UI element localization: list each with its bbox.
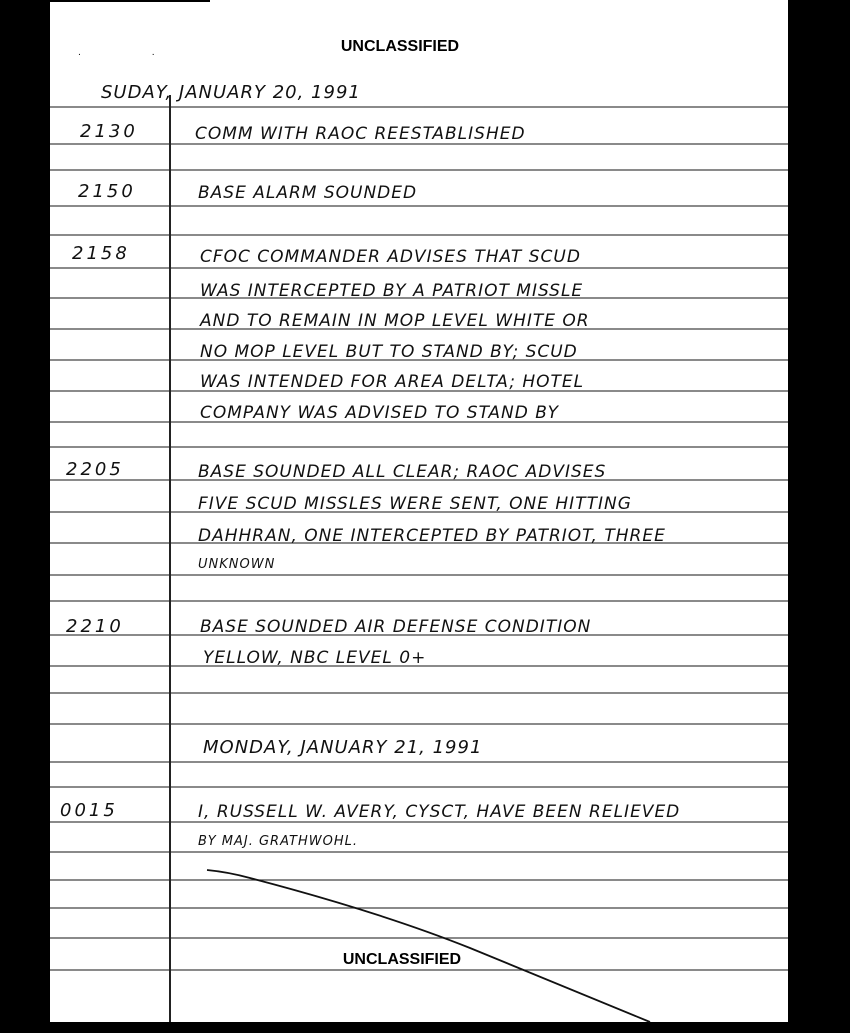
- entry-text: BASE SOUNDED AIR DEFENSE CONDITION: [200, 617, 592, 637]
- date-heading-2: MONDAY, JANUARY 21, 1991: [203, 737, 483, 758]
- entry-text: I, RUSSELL W. AVERY, CYSCT, HAVE BEEN RELIEVED: [198, 802, 681, 822]
- entry-text: YELLOW, NBC LEVEL 0+: [203, 648, 427, 668]
- entry-text: AND TO REMAIN IN MOP LEVEL WHITE OR: [200, 311, 590, 331]
- entry-time: 2150: [78, 181, 136, 202]
- entry-text: UNKNOWN: [198, 557, 276, 572]
- void-line: [207, 870, 650, 1022]
- entry-text: COMPANY WAS ADVISED TO STAND BY: [200, 403, 560, 423]
- entry-text: COMM WITH RAOC REESTABLISHED: [195, 124, 526, 144]
- entry-time: 0015: [60, 800, 118, 821]
- entry-text: BY MAJ. GRATHWOHL.: [198, 834, 358, 849]
- entry-text: BASE ALARM SOUNDED: [198, 183, 418, 203]
- entry-time: 2205: [66, 459, 124, 480]
- entry-text: NO MOP LEVEL BUT TO STAND BY; SCUD: [200, 342, 578, 362]
- entry-time: 2210: [66, 616, 124, 637]
- entry-text: WAS INTERCEPTED BY A PATRIOT MISSLE: [200, 281, 584, 301]
- entry-text: WAS INTENDED FOR AREA DELTA; HOTEL: [200, 372, 585, 392]
- entry-text: DAHHRAN, ONE INTERCEPTED BY PATRIOT, THREE: [198, 526, 666, 546]
- punch-dots: . .: [78, 48, 189, 58]
- entry-text: CFOC COMMANDER ADVISES THAT SCUD: [200, 247, 581, 267]
- classification-stamp-bottom: UNCLASSIFIED: [342, 951, 462, 968]
- entry-time: 2130: [80, 121, 138, 142]
- entry-text: BASE SOUNDED ALL CLEAR; RAOC ADVISES: [198, 462, 607, 482]
- classification-stamp-top: UNCLASSIFIED: [340, 38, 460, 55]
- entry-text: FIVE SCUD MISSLES WERE SENT, ONE HITTING: [198, 494, 632, 514]
- entry-time: 2158: [72, 243, 130, 264]
- date-heading-1: SUDAY, JANUARY 20, 1991: [101, 82, 361, 103]
